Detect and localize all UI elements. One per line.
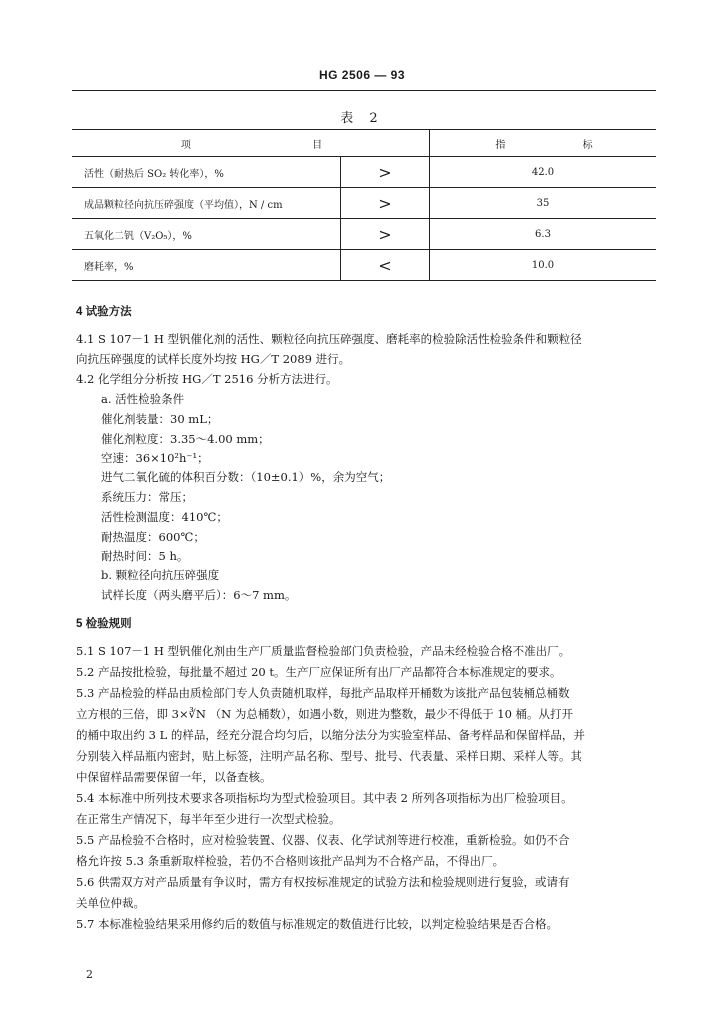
cell-item: 五氧化二钒（V₂O₅），%: [72, 219, 341, 250]
cell-value: 42.0: [430, 157, 657, 188]
cell-operator: >: [341, 219, 430, 250]
header-rule: [72, 90, 656, 91]
cell-operator: >: [341, 157, 430, 188]
table-row: [72, 250, 656, 281]
sub-a-item: 耐热时间：5 h。: [101, 549, 189, 563]
page-number: 2: [86, 968, 93, 981]
cell-operator: >: [341, 188, 430, 219]
para-line: 在正常生产情况下，每半年至少进行一次型式检验。: [76, 812, 341, 826]
standard-id: HG 2506 — 93: [318, 68, 406, 82]
para-4-1-line-1: 4.1 S 107－1 H 型钒催化剂的活性、颗粒径向抗压碎强度、磨耗率的检验除活性检验条件和颗粒径: [76, 332, 582, 346]
para-line: 5.6 供需双方对产品质量有争议时，需方有权按标准规定的试验方法和检验规则进行复验，或请有: [76, 875, 570, 889]
header-value: [430, 130, 657, 157]
para-line: 的桶中取出约 3 L 的样品，经充分混合均匀后，以缩分法分为实验室样品、备考样品和保留样品，并: [76, 728, 585, 742]
para-line: 分别装入样品瓶内密封，贴上标签，注明产品名称、型号、批号、代表量、采样日期、采样人等。其: [76, 749, 582, 763]
header-value-b: 标: [582, 139, 593, 151]
cell-value: 10.0: [430, 250, 657, 281]
sub-a-item: 系统压力：常压；: [101, 490, 193, 504]
header-value-a: 指: [495, 139, 506, 151]
table-row: [72, 157, 656, 188]
sub-a-item: 催化剂粒度：3.35～4.00 mm；: [101, 432, 270, 446]
cell-item: 成品颗粒径向抗压碎强度（平均值），N / cm: [72, 188, 341, 219]
cell-value: 35: [430, 188, 657, 219]
para-4-1-line-2: 向抗压碎强度的试样长度外均按 HG／T 2089 进行。: [76, 352, 351, 366]
para-line: 5.3 产品检验的样品由质检部门专人负责随机取样，每批产品取样开桶数为该批产品包装桶总桶数: [76, 686, 570, 700]
sub-a-item: 活性检测温度：410℃；: [101, 510, 228, 524]
para-line: 立方根的三倍，即 3×∛N （N 为总桶数），如遇小数，则进为整数，最少不得低于 10 桶。从打开: [76, 707, 574, 721]
sub-a-item: 空速：36×10²h⁻¹；: [101, 451, 209, 465]
para-4-2: 4.2 化学组分分析按 HG／T 2516 分析方法进行。: [76, 372, 338, 386]
cell-value: 6.3: [430, 219, 657, 250]
cell-item: 磨耗率，%: [72, 250, 341, 281]
header-item: [72, 130, 430, 157]
table-row: [72, 219, 656, 250]
sub-a-item: 进气二氧化硫的体积百分数：（10±0.1）%，余为空气；: [101, 470, 391, 484]
section-5-heading: 5 检验规则: [76, 618, 132, 630]
header-item-b: 目: [312, 139, 323, 151]
cell-operator: <: [341, 250, 430, 281]
para-line: 5.5 产品检验不合格时，应对检验装置、仪器、仪表、化学试剂等进行校准，重新检验。如仍不合: [76, 833, 570, 847]
sub-b-label: b. 颗粒径向抗压碎强度: [101, 568, 220, 582]
sub-b-item: 试样长度（两头磨平后）：6～7 mm。: [101, 588, 297, 602]
para-line: 5.1 S 107－1 H 型钒催化剂由生产厂质量监督检验部门负责检验，产品未经检验合格不准出厂。: [76, 644, 571, 658]
para-line: 关单位仲裁。: [76, 896, 145, 910]
table-row: [72, 188, 656, 219]
spec-table: [72, 129, 656, 281]
section-4-heading: 4 试验方法: [76, 306, 132, 318]
header-item-a: 项: [180, 139, 191, 151]
para-line: 5.2 产品按批检验，每批量不超过 20 t。生产厂应保证所有出厂产品都符合本标准规定的要求。: [76, 665, 562, 679]
sub-a-item: 耐热温度：600℃；: [101, 530, 205, 544]
para-line: 5.7 本标准检验结果采用修约后的数值与标准规定的数值进行比较，以判定检验结果是否合格。: [76, 917, 558, 931]
table-title: 表 2: [340, 111, 384, 126]
sub-a-label: a. 活性检验条件: [101, 392, 185, 406]
para-line: 中保留样品需要保留一年，以备查核。: [76, 770, 272, 784]
para-line: 5.4 本标准中所列技术要求各项指标均为型式检验项目。其中表 2 所列各项指标为出厂检验项目。: [76, 791, 573, 805]
cell-item: 活性（耐热后 SO₂ 转化率），%: [72, 157, 341, 188]
table-header-row: [72, 130, 656, 157]
sub-a-item: 催化剂装量：30 mL；: [101, 412, 219, 426]
para-line: 格允许按 5.3 条重新取样检验，若仍不合格则该批产品判为不合格产品，不得出厂。: [76, 854, 505, 868]
